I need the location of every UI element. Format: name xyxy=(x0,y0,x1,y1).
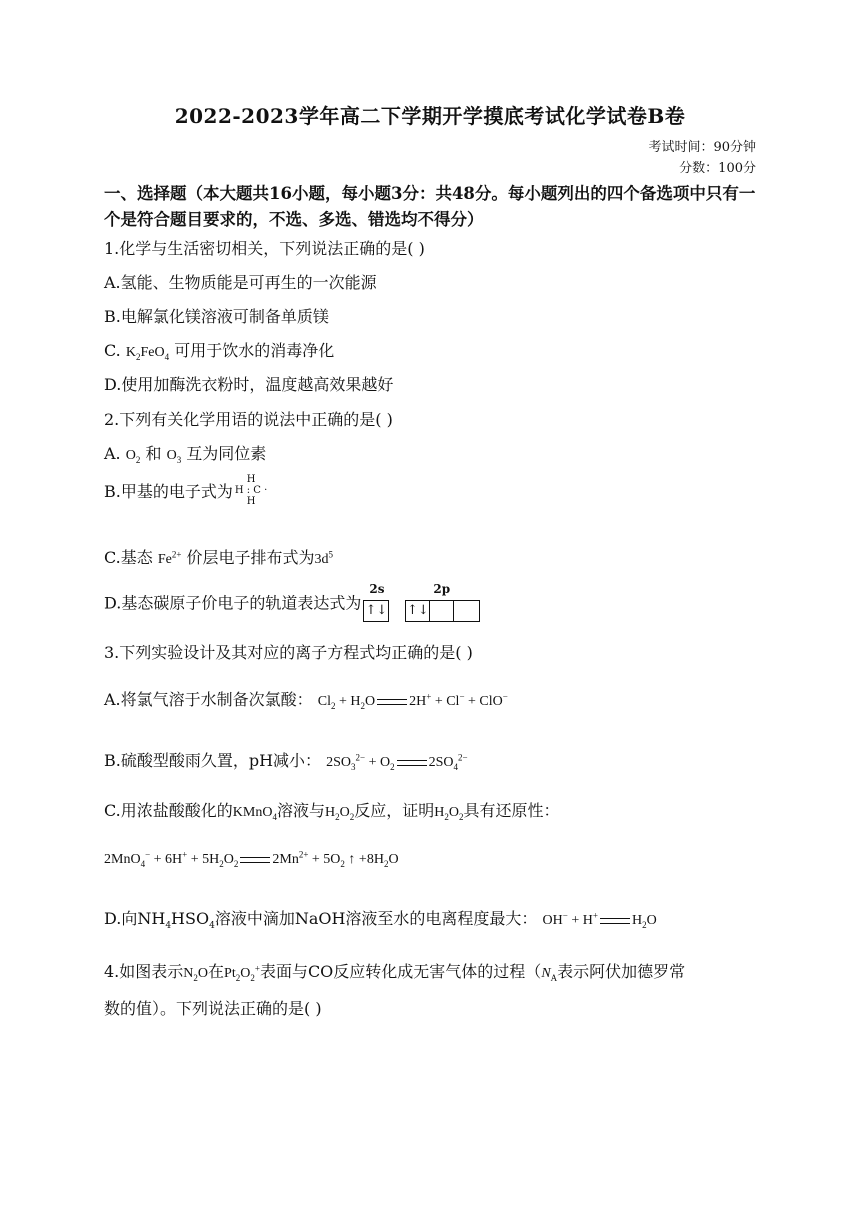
q3-d-prefix: D.向 xyxy=(104,909,138,928)
equation-b: $2SO_3^{2-} + O_2$ $2SO_4^{2-}$ xyxy=(326,752,468,772)
formula-nh4hso4: $NH_4HSO_4$ xyxy=(137,909,215,932)
exam-score: 分数：100分 xyxy=(679,161,756,176)
section-heading: 一、选择题（本大题共16小题，每小题3分：共48分。每小题列出的四个备选项中只有一个是符合题目要求的，不选、多选、错选均不得分） xyxy=(104,184,756,229)
q1-option-b: B.电解氯化镁溶液可制备单质镁 xyxy=(104,307,329,326)
formula-k2feo4: $K_2FeO_4$ xyxy=(125,345,170,362)
q2-a-suffix: 互为同位素 xyxy=(186,444,267,463)
formula-na: $N_A$ xyxy=(541,966,558,983)
q2-b-prefix: B.甲基的电子式为 xyxy=(104,482,233,501)
q2-d-prefix: D.基态碳原子价电子的轨道表达式为 xyxy=(104,593,362,613)
q4-stem-line1 xyxy=(104,959,685,982)
formula-3d5: $3d^5$ xyxy=(314,549,334,567)
q3-option-d xyxy=(104,906,657,932)
q3-a-prefix: A.将氯气溶于水制备次氯酸： xyxy=(104,690,313,709)
equation-d: OH− + H+ $H_2O$ xyxy=(542,910,657,930)
q2-option-a xyxy=(104,441,266,464)
q2-option-b xyxy=(104,474,269,507)
orbital-2p-box xyxy=(405,600,480,622)
q2-a-prefix: A. xyxy=(104,444,121,463)
formula-o3: $O_3$ xyxy=(166,448,182,465)
q2-c-mid: 价层电子排布式为 xyxy=(186,548,315,567)
q3-c-mid1: 溶液与 xyxy=(276,801,325,820)
orbital-diagram xyxy=(361,582,486,622)
q1-option-c xyxy=(104,338,334,361)
q1-c-suffix: 可用于饮水的消毒净化 xyxy=(174,341,335,360)
q1-option-a: A.氢能、生物质能是可再生的一次能源 xyxy=(104,273,377,292)
exam-time: 考试时间：90分钟 xyxy=(648,140,756,155)
formula-n2o: $N_2O$ xyxy=(183,966,209,983)
q3-option-c-equation xyxy=(104,848,399,868)
equation-a: $Cl_2 + H_2O$ 2H+ + Cl− + ClO− xyxy=(317,691,508,711)
formula-h2o2-2: $H_2O_2$ xyxy=(434,805,464,822)
q1-stem: 1.化学与生活密切相关，下列说法正确的是( ) xyxy=(104,239,425,258)
q3-c-prefix: C.用浓盐酸酸化的 xyxy=(104,801,233,820)
q4-stem-line2: 数的值）。下列说法正确的是( ) xyxy=(104,999,322,1018)
q2-stem: 2.下列有关化学用语的说法中正确的是( ) xyxy=(104,410,393,429)
formula-pt2o2plus: $Pt_2O_2^+$ xyxy=(224,963,260,983)
orbital-2s-label: 2s xyxy=(369,582,385,596)
q4-l1-mid1: 在 xyxy=(208,962,225,981)
q3-b-prefix: B.硫酸型酸雨久置，pH减小： xyxy=(104,751,322,770)
formula-o2: $O_2$ xyxy=(125,448,141,465)
q1-option-d: D.使用加酶洗衣粉时，温度越高效果越好 xyxy=(104,375,394,394)
orbital-2p-cell-1: ↑↓ xyxy=(406,601,430,621)
q2-option-c xyxy=(104,545,333,568)
page-title: 2022-2023学年高二下学期开学摸底考试化学试卷B卷 xyxy=(174,104,686,128)
q4-l1-prefix: 4.如图表示 xyxy=(104,962,184,981)
formula-fe2plus: $Fe^{2+}$ xyxy=(157,549,182,567)
q3-c-mid2: 反应，证明 xyxy=(354,801,435,820)
q4-l1-suffix: 表示阿伏加德罗常 xyxy=(557,962,686,981)
orbital-2s-box xyxy=(363,600,389,622)
methyl-electron-dot-diagram: H H : C · H xyxy=(234,474,268,507)
equation-c: $2MnO_4^- + 6H^+ + 5H_2O_2$ $2Mn^{2+} + 5O_2$ ↑ $+8H_2O$ xyxy=(104,849,399,869)
orbital-2p-label: 2p xyxy=(433,582,451,596)
orbital-2s-cell: ↑↓ xyxy=(365,603,388,618)
q3-option-a xyxy=(104,687,508,710)
q2-c-prefix: C.基态 xyxy=(104,548,153,567)
q3-stem: 3.下列实验设计及其对应的离子方程式均正确的是( ) xyxy=(104,643,473,662)
q3-c-suffix: 具有还原性： xyxy=(463,801,560,820)
q3-d-mid: 溶液中滴加NaOH溶液至水的电离程度最大： xyxy=(214,909,538,928)
formula-h2o2-1: $H_2O_2$ xyxy=(324,805,355,822)
q4-l1-mid2: 表面与CO反应转化成无害气体的过程（ xyxy=(259,962,542,981)
orbital-2p-cell-2 xyxy=(430,601,454,621)
q1-c-prefix: C. xyxy=(104,341,121,360)
q2-a-mid: 和 xyxy=(145,444,162,463)
q2-option-d xyxy=(104,582,486,622)
formula-kmno4: KMnO$_4$ xyxy=(232,805,277,822)
q3-option-b xyxy=(104,748,468,771)
q3-option-c xyxy=(104,798,559,821)
